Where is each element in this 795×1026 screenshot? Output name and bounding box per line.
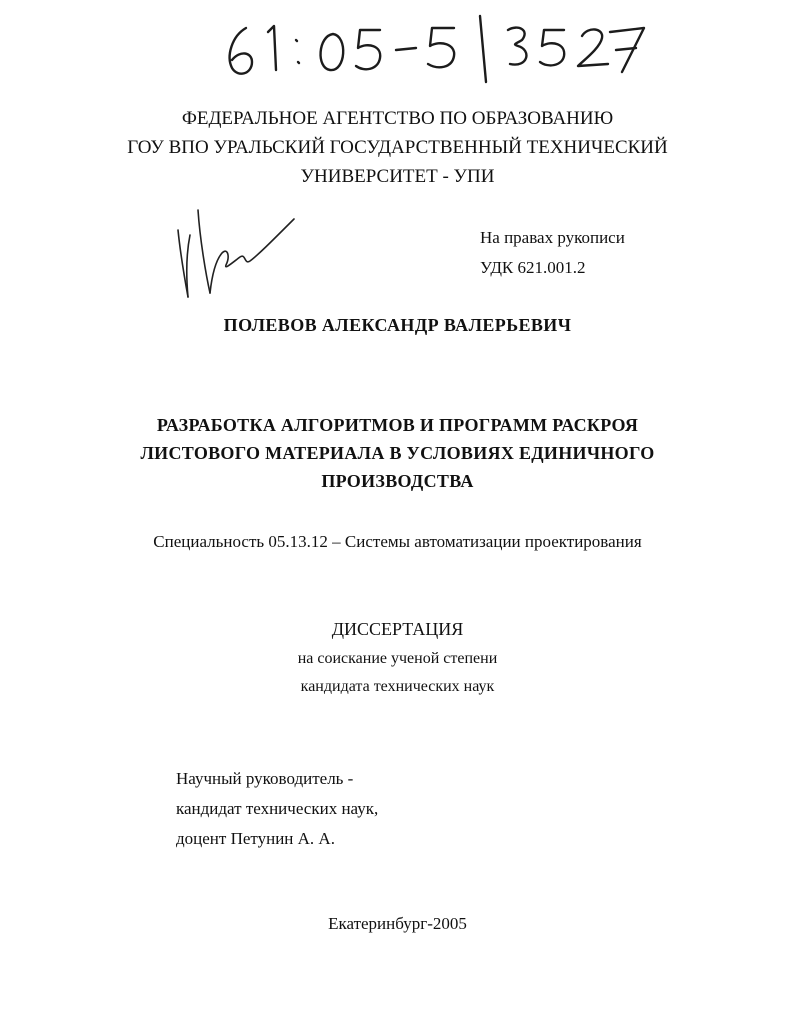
- degree-line-2: кандидата технических наук: [300, 678, 495, 695]
- thesis-title-line-1: РАЗРАБОТКА АЛГОРИТМОВ И ПРОГРАММ РАСКРОЯ: [156, 415, 639, 435]
- organization-line-2: ГОУ ВПО УРАЛЬСКИЙ ГОСУДАРСТВЕННЫЙ ТЕХНИЧЕСКИЙ: [127, 137, 668, 158]
- supervisor-line-2: кандидат технических наук,: [176, 799, 379, 818]
- city-year: Екатеринбург-2005: [328, 914, 467, 933]
- supervisor-line-1: Научный руководитель -: [176, 769, 354, 788]
- thesis-title-line-3: ПРОИЗВОДСТВА: [321, 471, 474, 491]
- organization-line-3: УНИВЕРСИТЕТ - УПИ: [300, 166, 495, 187]
- organization-line-1: ФЕДЕРАЛЬНОЕ АГЕНТСТВО ПО ОБРАЗОВАНИЮ: [181, 108, 614, 129]
- manuscript-rights-note: На правах рукописи: [480, 228, 625, 247]
- udk-code: УДК 621.001.2: [480, 258, 586, 277]
- author-signature: [170, 205, 300, 305]
- degree-line-1: на соискание ученой степени: [297, 650, 498, 667]
- thesis-title-line-2: ЛИСТОВОГО МАТЕРИАЛА В УСЛОВИЯХ ЕДИНИЧНОГО: [140, 443, 655, 463]
- dissertation-label: ДИССЕРТАЦИЯ: [331, 619, 464, 639]
- handwritten-archive-number: [218, 10, 658, 88]
- specialty-line: Специальность 05.13.12 – Системы автоматизации проектирования: [153, 532, 642, 551]
- author-name: ПОЛЕВОВ АЛЕКСАНДР ВАЛЕРЬЕВИЧ: [223, 315, 572, 335]
- supervisor-line-3: доцент Петунин А. А.: [176, 829, 335, 848]
